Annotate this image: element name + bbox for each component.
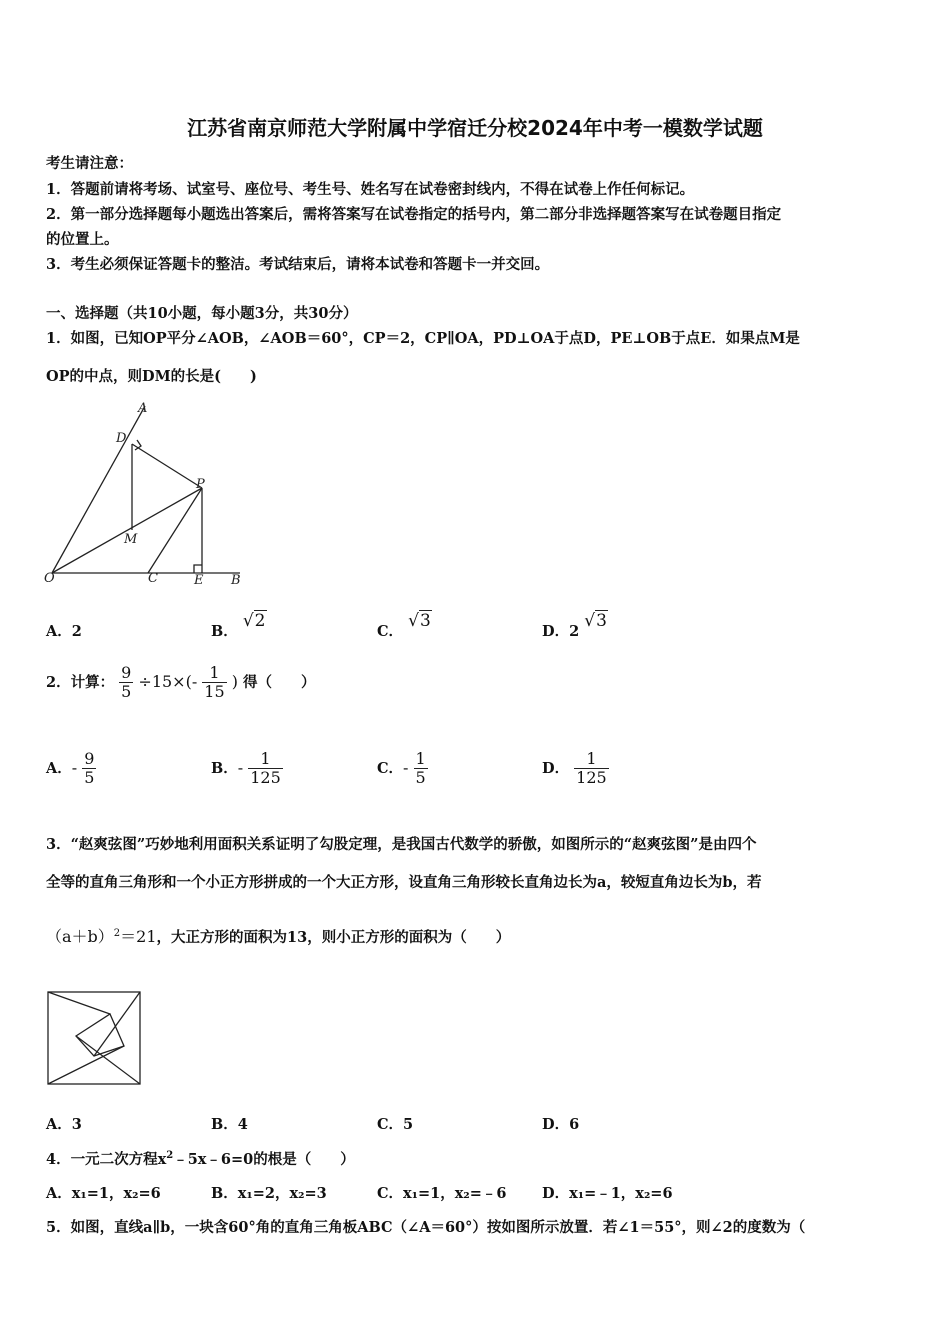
notice-item-2: 2．第一部分选择题每小题选出答案后，需将答案写在试卷指定的括号内，第二部分非选择题答案写在试卷题目指定 [46,206,782,223]
notice-heading: 考生请注意： [46,155,133,172]
q4-option-d[interactable]: D．x₁=﹣1，x₂=6 [542,1185,673,1202]
segment-op [52,488,202,573]
notice-item-1: 1．答题前请将考场、试室号、座位号、考生号、姓名写在试卷密封线内，不得在试卷上作任何标记。 [46,181,695,198]
q1-text-line2: OP的中点，则DM的长是( ) [46,368,257,385]
page-title: 江苏省南京师范大学附属中学宿迁分校2024年中考一模数学试题 [187,116,763,140]
q3-zhaoshuang-diagram [46,990,142,1086]
triangle-edge-1 [48,992,110,1014]
q1-text-line1: 1．如图，已知OP平分∠AOB，∠AOB＝60°，CP＝2，CP∥OA，PD⊥OA于点D，PE⊥OB于点E．如果点M是 [46,330,800,347]
q3-option-b[interactable]: B．4 [211,1116,248,1133]
figure-label-a: A [138,401,148,416]
q1-option-c[interactable]: C． √3 [377,611,431,640]
q3-option-d[interactable]: D．6 [542,1116,580,1133]
q4-option-c[interactable]: C．x₁=1，x₂=﹣6 [377,1185,507,1202]
figure-label-c: C [148,571,158,586]
q2-option-c[interactable]: C．- $\frac{1}{5}$ [377,749,426,788]
triangle-edge-4 [48,1046,124,1084]
figure-label-o: O [44,571,55,586]
outer-square [48,992,140,1084]
triangle-edge-3 [76,1036,140,1084]
segment-pd [132,444,202,488]
q1-option-b[interactable]: B． √2 [211,611,266,640]
q3-text-line1: 3．“赵爽弦图”巧妙地利用面积关系证明了勾股定理，是我国古代数学的骄傲，如图所示的“赵爽弦图”是由四个 [46,836,757,853]
triangle-edge-2 [94,992,140,1056]
q2-fraction-2: $\frac{1}{15}$ [204,663,225,702]
q4-option-a[interactable]: A．x₁=1，x₂=6 [46,1185,161,1202]
right-angle-mark-e [194,565,202,573]
q4-text: 4．一元二次方程$x^2﹣5x﹣6=0$的根是（ ） [46,1150,355,1168]
figure-label-b: B [231,573,241,588]
sqrt-symbol: √2 [242,611,266,631]
notice-item-3: 3．考生必须保证答题卡的整洁。考试结束后，请将本试卷和答题卡一并交回。 [46,256,550,273]
figure-label-e: E [194,573,204,588]
sqrt-symbol: √3 [408,611,431,631]
segment-oa [52,406,145,573]
q3-text-line2: 全等的直角三角形和一个小正方形拼成的一个大正方形，设直角三角形较长直角边长为a，较短直角边长为b，若 [46,874,762,891]
q1-option-d[interactable]: D．2 √3 [542,611,607,640]
q2-question: 2．计算： $\frac{9}{5}$ ÷15×(- $\frac{1}{15}$ ) 得（ ） [46,663,316,702]
q4-option-b[interactable]: B．x₁=2，x₂=3 [211,1185,327,1202]
q1-option-a[interactable]: A．2 [46,623,82,640]
section-heading: 一、选择题（共10小题，每小题3分，共30分） [46,305,358,322]
q2-fraction-1: $\frac{9}{5}$ [121,663,132,702]
q2-option-b[interactable]: B．- $\frac{1}{125}$ [211,749,281,788]
q2-option-d[interactable]: D． $\frac{1}{125}$ [542,749,607,788]
q3-text-line3: $(a+b)^2=21$，大正方形的面积为13，则小正方形的面积为（ ） [46,927,511,946]
figure-label-p: P [196,477,205,492]
q2-option-a[interactable]: A．- $\frac{9}{5}$ [46,749,95,788]
sqrt-symbol: √3 [584,611,607,631]
figure-label-d: D [116,431,127,446]
notice-item-2-cont: 的位置上。 [46,231,119,248]
q5-text-line1: 5．如图，直线a∥b，一块含60°角的直角三角板ABC（∠A＝60°）按如图所示放置．若∠1＝55°，则∠2的度数为（ [46,1219,806,1236]
q1-geometry-figure [40,398,255,593]
q3-option-c[interactable]: C．5 [377,1116,414,1133]
q3-option-a[interactable]: A．3 [46,1116,82,1133]
segment-cp [148,488,202,573]
figure-label-m: M [124,532,138,547]
